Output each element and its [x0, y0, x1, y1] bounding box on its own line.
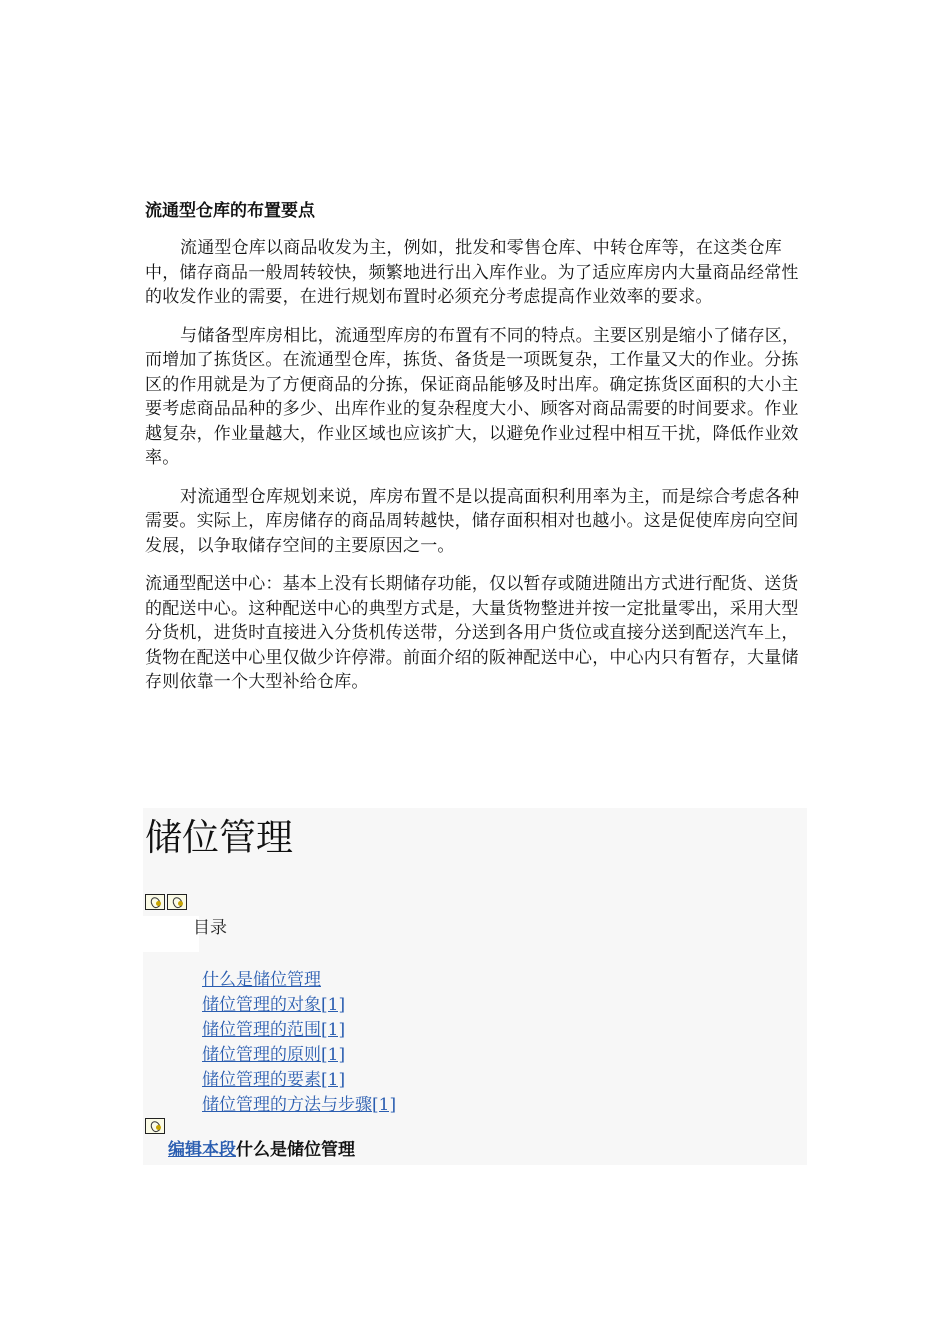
toc-link-methods[interactable]: 储位管理的方法与步骤[1]: [202, 1095, 397, 1115]
doc-icon[interactable]: [145, 894, 165, 910]
toc-link-scope[interactable]: 储位管理的范围[1]: [202, 1020, 346, 1040]
paragraph-1: 流通型仓库以商品收发为主，例如，批发和零售仓库、中转仓库等，在这类仓库中，储存商品一般周转较快，频繁地进行出入库作业。为了适应库房内大量商品经常性的收发作业的需要，在进行规划布置时必须充分考虑提高作业效率的要求。: [145, 238, 799, 307]
wiki-title: 储位管理: [145, 816, 293, 859]
section-icon-row: [145, 1118, 165, 1138]
toc-link-objects[interactable]: 储位管理的对象[1]: [202, 995, 346, 1015]
section-heading-line: [168, 1138, 355, 1162]
toc-item: [202, 1093, 396, 1118]
doc-icon[interactable]: [167, 894, 187, 910]
toc-item: [202, 1068, 396, 1093]
toc-label: 目录: [193, 918, 227, 938]
toc-box: [143, 916, 199, 952]
section-heading: 什么是储位管理: [236, 1140, 355, 1160]
paragraph-4: 流通型配送中心：基本上没有长期储存功能，仅以暂存或随进随出方式进行配货、送货的配送中心。这种配送中心的典型方式是，大量货物整进并按一定批量零出，采用大型分货机，进货时直接进入分货机传送带，分送到各用户货位或直接分送到配送汽车上，货物在配送中心里仅做少许停滞。前面介绍的阪神配送中心，中心内只有暂存，大量储存则依靠一个大型补给仓库。: [145, 574, 799, 692]
article-title: 流通型仓库的布置要点: [145, 201, 315, 221]
toc-item: [202, 968, 396, 993]
toc-link-principles[interactable]: 储位管理的原则[1]: [202, 1045, 346, 1065]
article: [145, 198, 810, 709]
doc-icon[interactable]: [145, 1118, 165, 1134]
wiki-panel: [143, 808, 807, 1165]
edit-section-link[interactable]: 编辑本段: [168, 1140, 236, 1160]
toc-item: [202, 1043, 396, 1068]
toc-icon-row: [145, 894, 187, 910]
paragraph-2: 与储备型库房相比，流通型库房的布置有不同的特点。主要区别是缩小了储存区，而增加了拣货区。在流通型仓库，拣货、备货是一项既复杂，工作量又大的作业。分拣区的作用就是为了方便商品的分拣，保证商品能够及时出库。确定拣货区面积的大小主要考虑商品品种的多少、出库作业的复杂程度大小、顾客对商品需要的时间要求。作业越复杂，作业量越大，作业区域也应该扩大，以避免作业过程中相互干扰，降低作业效率。: [145, 325, 800, 468]
toc-link-elements[interactable]: 储位管理的要素[1]: [202, 1070, 346, 1090]
toc-link-what[interactable]: 什么是储位管理: [202, 970, 321, 990]
toc-item: [202, 993, 396, 1018]
toc-item: [202, 1018, 396, 1043]
paragraph-3: 对流通型仓库规划来说，库房布置不是以提高面积利用率为主，而是综合考虑各种需要。实际上，库房储存的商品周转越快，储存面积相对也越小。这是促使库房向空间发展，以争取储存空间的主要原因之一。: [145, 486, 800, 556]
toc-list: [202, 968, 396, 1118]
